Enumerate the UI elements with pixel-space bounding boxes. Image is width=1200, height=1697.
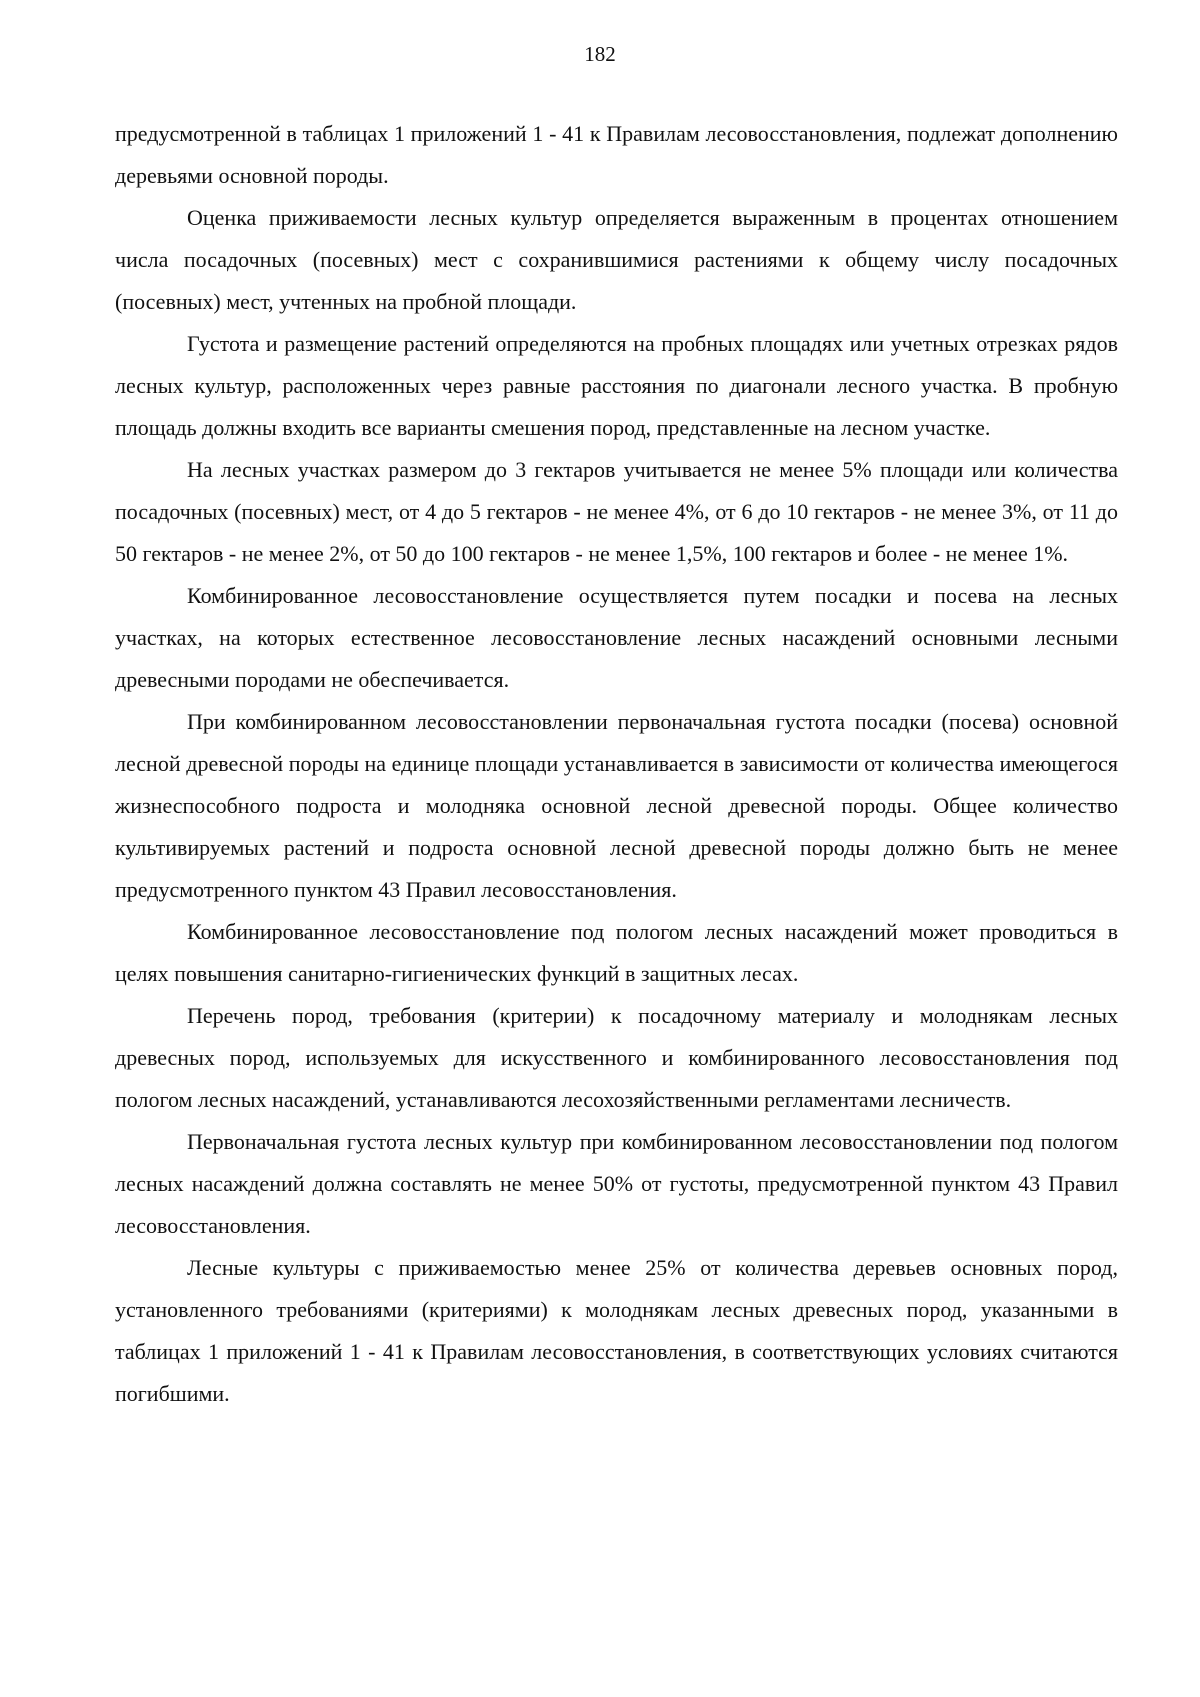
paragraph-survival-assessment: Оценка приживаемости лесных культур определяется выраженным в процентах отношением числа посадочных (посевных) мест с сохранившимися растениями к общему числу посадочных (посевных) мест, учтенных на пробной площади. (115, 205, 1118, 314)
paragraph-continuation: предусмотренной в таблицах 1 приложений 1 - 41 к Правилам лесовосстановления, подлежат дополнению деревьями основной породы. (115, 121, 1118, 188)
paragraph-combined-reforestation: Комбинированное лесовосстановление осуществляется путем посадки и посева на лесных участках, на которых естественное лесовосстановление лесных насаждений основными лесными древесными породами не обеспечивается. (115, 583, 1118, 692)
paragraph-species-list: Перечень пород, требования (критерии) к посадочному материалу и молоднякам лесных древесных пород, используемых для искусственного и комбинированного лесовосстановления под пологом лесных насаждений, устанавливаются лесохозяйственными регламентами лесничеств. (115, 1003, 1118, 1112)
paragraph-under-canopy: Комбинированное лесовосстановление под пологом лесных насаждений может проводиться в целях повышения санитарно-гигиенических функций в защитных лесах. (115, 919, 1118, 986)
page-number: 182 (584, 42, 616, 66)
paragraph-survey-percentages: На лесных участках размером до 3 гектаров учитывается не менее 5% площади или количества посадочных (посевных) мест, от 4 до 5 гектаров - не менее 4%, от 6 до 10 гектаров - не менее 3%, от 11 до 50 гектаров - не менее 2%, от 50 до 100 гектаров - не менее 1,5%, 100 гектаров и более - не менее 1%. (115, 457, 1118, 566)
paragraph-density-placement: Густота и размещение растений определяются на пробных площадях или учетных отрезках рядов лесных культур, расположенных через равные расстояния по диагонали лесного участка. В пробную площадь должны входить все варианты смешения пород, представленные на лесном участке. (115, 331, 1118, 440)
paragraph-initial-density: При комбинированном лесовосстановлении первоначальная густота посадки (посева) основной лесной древесной породы на единице площади устанавливается в зависимости от количества имеющегося жизнеспособного подроста и молодняка основной лесной древесной породы. Общее количество культивируемых растений и подроста основной лесной древесной породы должно быть не менее предусмотренного пунктом 43 Правил лесовосстановления. (115, 709, 1118, 902)
document-body (115, 113, 1118, 1415)
paragraph-under-canopy-density: Первоначальная густота лесных культур при комбинированном лесовосстановлении под пологом лесных насаждений должна составлять не менее 50% от густоты, предусмотренной пунктом 43 Правил лесовосстановления. (115, 1129, 1118, 1238)
paragraph-dead-cultures: Лесные культуры с приживаемостью менее 25% от количества деревьев основных пород, установленного требованиями (критериями) к молоднякам лесных древесных пород, указанными в таблицах 1 приложений 1 - 41 к Правилам лесовосстановления, в соответствующих условиях считаются погибшими. (115, 1255, 1118, 1406)
